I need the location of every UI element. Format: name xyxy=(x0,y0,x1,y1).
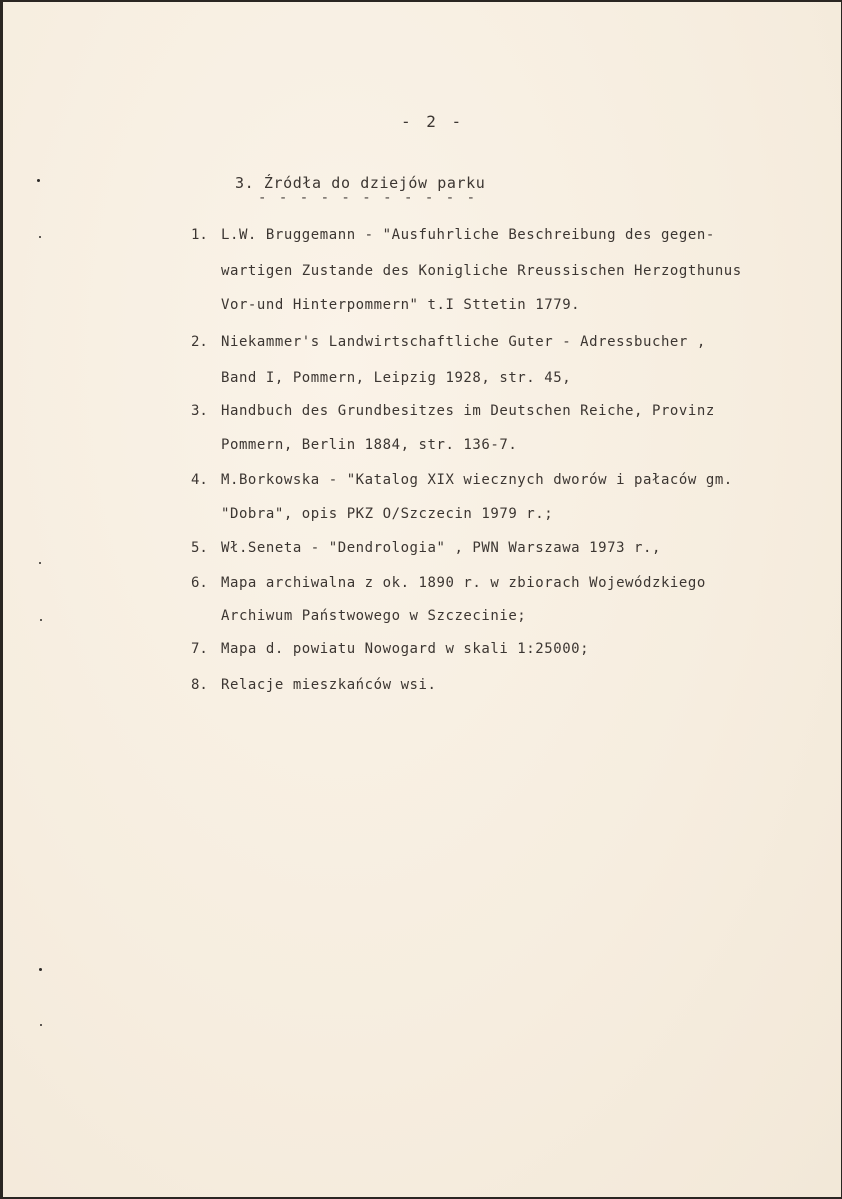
entry-line: Mapa d. powiatu Nowogard w skali 1:25000; xyxy=(221,641,590,657)
document-page xyxy=(3,2,841,1197)
page-number: - 2 - xyxy=(401,112,465,131)
entry-line: Vor-und Hinterpommern" t.I Sttetin 1779. xyxy=(221,297,581,313)
entry-line: Mapa archiwalna z ok. 1890 r. w zbiorach Wojewódzkiego xyxy=(221,575,706,591)
entry-number: 8. xyxy=(191,677,208,693)
margin-speck xyxy=(39,562,41,564)
entry-number: 7. xyxy=(191,641,208,657)
margin-speck xyxy=(39,236,41,238)
entry-line: Handbuch des Grundbesitzes im Deutschen Reiche, Provinz xyxy=(221,403,715,419)
margin-speck xyxy=(40,619,42,621)
entry-line: M.Borkowska - "Katalog XIX wiecznych dworów i pałaców gm. xyxy=(221,472,733,488)
entry-line: wartigen Zustande des Konigliche Rreussischen Herzogthunus xyxy=(221,263,742,279)
entry-number: 6. xyxy=(191,575,208,591)
entry-number: 1. xyxy=(191,227,208,243)
entry-number: 5. xyxy=(191,540,208,556)
entry-line: Relacje mieszkańców wsi. xyxy=(221,677,437,693)
heading-underline: - - - - - - - - - - - xyxy=(258,190,478,206)
margin-speck xyxy=(39,968,42,971)
entry-number: 4. xyxy=(191,472,208,488)
section-heading: 3. Źródła do dziejów parku xyxy=(235,174,486,192)
entry-number: 2. xyxy=(191,334,208,350)
margin-speck xyxy=(37,179,40,182)
entry-line: Niekammer's Landwirtschaftliche Guter - Adressbucher , xyxy=(221,334,706,350)
entry-line: Archiwum Państwowego w Szczecinie; xyxy=(221,608,527,624)
entry-line: Wł.Seneta - "Dendrologia" , PWN Warszawa 1973 r., xyxy=(221,540,661,556)
entry-line: "Dobra", opis PKZ O/Szczecin 1979 r.; xyxy=(221,506,554,522)
entry-line: L.W. Bruggemann - "Ausfuhrliche Beschreibung des gegen- xyxy=(221,227,715,243)
entry-line: Pommern, Berlin 1884, str. 136-7. xyxy=(221,437,518,453)
entry-line: Band I, Pommern, Leipzig 1928, str. 45, xyxy=(221,370,572,386)
margin-speck xyxy=(40,1024,42,1026)
entry-number: 3. xyxy=(191,403,208,419)
